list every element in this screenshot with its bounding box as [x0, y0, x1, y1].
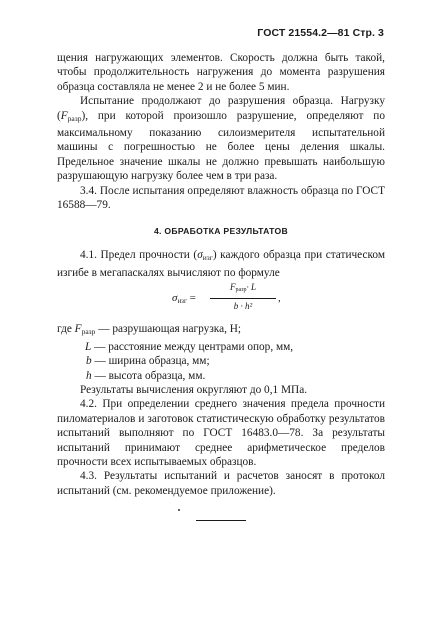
definition-width: b — ширина образца, мм; [86, 355, 210, 368]
paragraph-continuation: щения нагружающих элементов. Скорость должна быть такой, чтобы продолжительность нагружения до момента разрушения образца составляла не менее 2 и не более 5 мин. [57, 52, 385, 93]
page-header: ГОСТ 21554.2—81 Стр. 3 [257, 27, 384, 39]
paragraph-4-3: 4.3. Результаты испытаний и расчетов заносят в протокол испытаний (см. рекомендуемое приложение). [57, 470, 385, 497]
paragraph-4-1: 4.1. Предел прочности $(\sigma_{изг})$ каждого образца при статическом изгибе в мегапаскалях вычисляют по формуле [57, 249, 385, 279]
formula-numerator: $F_{разр}\cdot L$ [210, 282, 276, 299]
definition-force: где $F_{разр}$ — разрушающая нагрузка, Н; [57, 323, 242, 337]
section-title: 4. ОБРАБОТКА РЕЗУЛЬТАТОВ [153, 226, 289, 237]
paragraph-test-procedure: Испытание продолжают до разрушения образца. Нагрузку $(F_{разр})$, при которой произошло разрушение, определяют по максимальному показанию силоизмерителя испытательной машины с погрешностью не более цены деления шкалы. Предельное значение шкалы не должно превышать наибольшую разрушающую нагрузку более чем в три раза. [57, 95, 385, 183]
paragraph-3-4: 3.4. После испытания определяют влажность образца по ГОСТ 16588—79. [57, 184, 385, 212]
speck-mark [178, 509, 180, 511]
formula-fraction [210, 282, 276, 312]
formula-lhs: $\sigma_{изг}$ = [172, 292, 196, 306]
document-body [57, 51, 385, 521]
definition-length: L — расстояние между центрами опор, мм, [85, 340, 294, 353]
rounding-note: Результаты вычисления округляют до 0,1 МПа. [80, 383, 308, 396]
end-rule [196, 520, 246, 521]
paragraph-4-2: 4.2. При определении среднего значения предела прочности пиломатериалов и заготовок статистическую обработку результатов испытаний выполняют по ГОСТ 16483.0—78. За результаты испытаний принимают среднее арифметическое пределов прочности всех испытываемых образцов. [57, 398, 385, 468]
definition-height: h — высота образца, мм. [86, 369, 206, 382]
formula-denominator: b · h² [233, 301, 253, 312]
formula-comma: , [278, 292, 281, 305]
strength-formula [57, 282, 385, 318]
